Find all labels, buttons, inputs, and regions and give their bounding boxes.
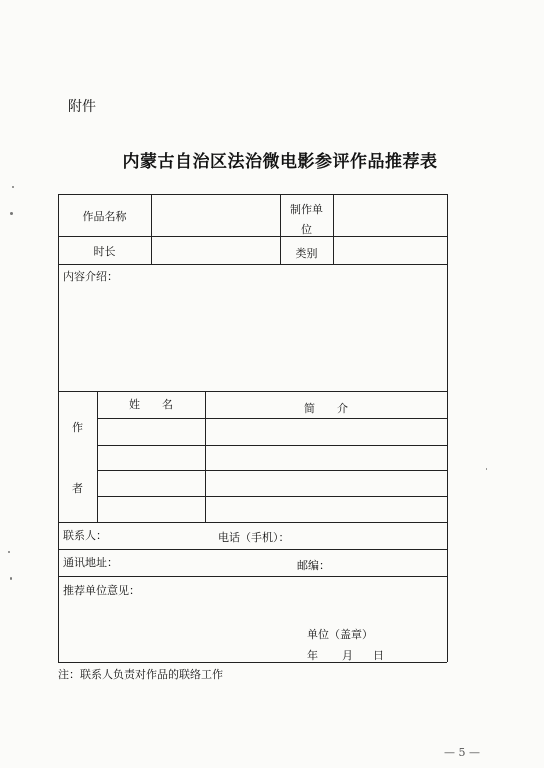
date-year-label: 年 <box>307 649 318 662</box>
scan-speck <box>486 468 487 470</box>
duration-label: 时长 <box>93 245 116 258</box>
author-bio-header: 简 介 <box>304 402 348 415</box>
date-day-label: 日 <box>373 649 384 662</box>
producer-label-line2: 位 <box>301 223 312 236</box>
recommender-opinion-label: 推荐单位意见： <box>63 584 140 597</box>
date-month-label: 月 <box>342 649 353 662</box>
scan-speck <box>8 551 10 553</box>
producer-label-line1: 制作单 <box>290 203 323 216</box>
category-label: 类别 <box>295 247 318 260</box>
scan-speck <box>10 577 12 580</box>
phone-label: 电话（手机）： <box>218 531 290 544</box>
unit-seal-label: 单位（盖章） <box>307 628 373 641</box>
scan-speck <box>10 212 13 215</box>
page-number: — 5 — <box>444 746 480 759</box>
author-label-bottom: 者 <box>72 482 83 495</box>
mailing-address-label: 通讯地址： <box>63 556 118 569</box>
work-name-label: 作品名称 <box>82 210 127 223</box>
author-name-header: 姓 名 <box>129 398 173 411</box>
contact-person-label: 联系人： <box>63 529 107 542</box>
content-intro-label: 内容介绍： <box>63 270 118 283</box>
form-title: 内蒙古自治区法治微电影参评作品推荐表 <box>122 152 438 172</box>
postcode-label: 邮编： <box>297 559 330 572</box>
scan-speck <box>12 186 14 188</box>
footnote: 注：联系人负责对作品的联络工作 <box>58 668 223 681</box>
attachment-label: 附件 <box>68 99 96 115</box>
author-label-top: 作 <box>72 421 83 434</box>
